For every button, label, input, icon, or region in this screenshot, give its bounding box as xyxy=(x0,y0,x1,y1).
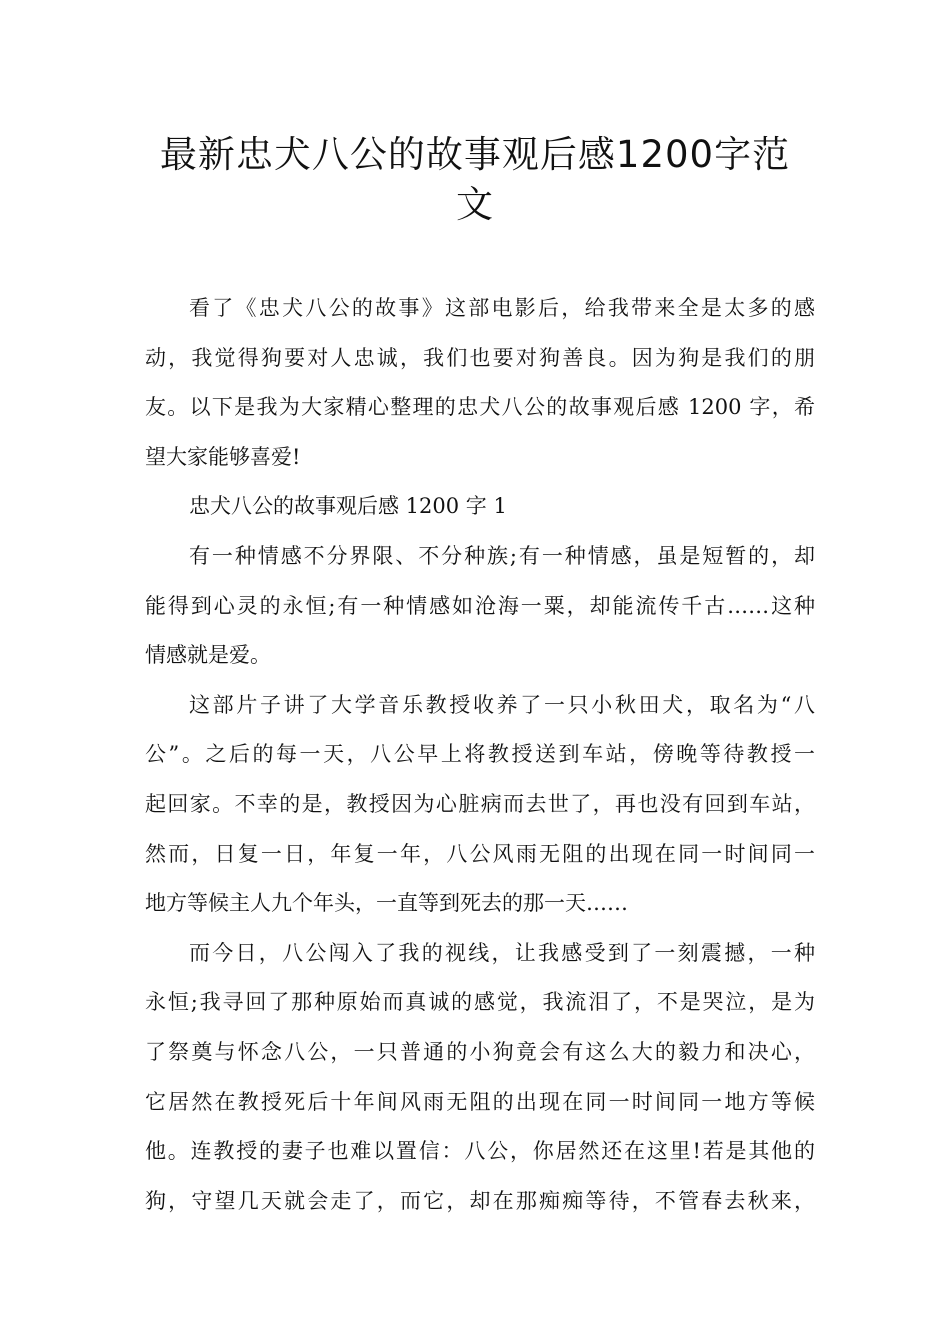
text-line: 公”。之后的每一天，八公早上将教授送到车站，傍晚等待教授一 xyxy=(145,742,815,767)
document-title-line-2: 文 xyxy=(456,183,494,226)
text-line: 起回家。不幸的是，教授因为心脏病而去世了，再也没有回到车站， xyxy=(145,791,815,816)
text-line: 狗，守望几天就会走了，而它，却在那痴痴等待，不管春去秋来， xyxy=(145,1188,815,1213)
text-line: 能得到心灵的永恒;有一种情感如沧海一粟，却能流传千古……这种 xyxy=(145,593,815,618)
section-heading: 忠犬八公的故事观后感 1200 字 1 xyxy=(189,494,507,519)
text-line: 他。连教授的妻子也难以置信：八公，你居然还在这里!若是其他的 xyxy=(145,1139,815,1164)
text-line: 然而，日复一日，年复一年，八公风雨无阻的出现在同一时间同一 xyxy=(145,841,815,866)
text-line: 永恒;我寻回了那种原始而真诚的感觉，我流泪了，不是哭泣，是为 xyxy=(145,990,815,1015)
text-line: 友。以下是我为大家精心整理的忠犬八公的故事观后感 1200 字，希 xyxy=(145,395,815,420)
text-line: 了祭奠与怀念八公，一只普通的小狗竟会有这么大的毅力和决心， xyxy=(145,1039,815,1064)
document-title-line-1: 最新忠犬八公的故事观后感1200字范 xyxy=(159,133,791,176)
text-line: 它居然在教授死后十年间风雨无阻的出现在同一时间同一地方等候 xyxy=(145,1089,815,1114)
text-line: 看了《忠犬八公的故事》这部电影后，给我带来全是太多的感 xyxy=(189,296,815,320)
text-line: 情感就是爱。 xyxy=(145,643,271,668)
text-line: 这部片子讲了大学音乐教授收养了一只小秋田犬，取名为“八 xyxy=(189,692,815,717)
text-line: 动，我觉得狗要对人忠诚，我们也要对狗善良。因为狗是我们的朋 xyxy=(145,345,815,370)
document-body xyxy=(145,284,815,1226)
text-line: 地方等候主人九个年头，一直等到死去的那一天…… xyxy=(145,891,628,916)
text-line: 有一种情感不分界限、不分种族;有一种情感，虽是短暂的，却 xyxy=(189,543,815,568)
text-line: 而今日，八公闯入了我的视线，让我感受到了一刻震撼，一种 xyxy=(189,940,815,965)
text-line: 望大家能够喜爱! xyxy=(145,444,301,469)
